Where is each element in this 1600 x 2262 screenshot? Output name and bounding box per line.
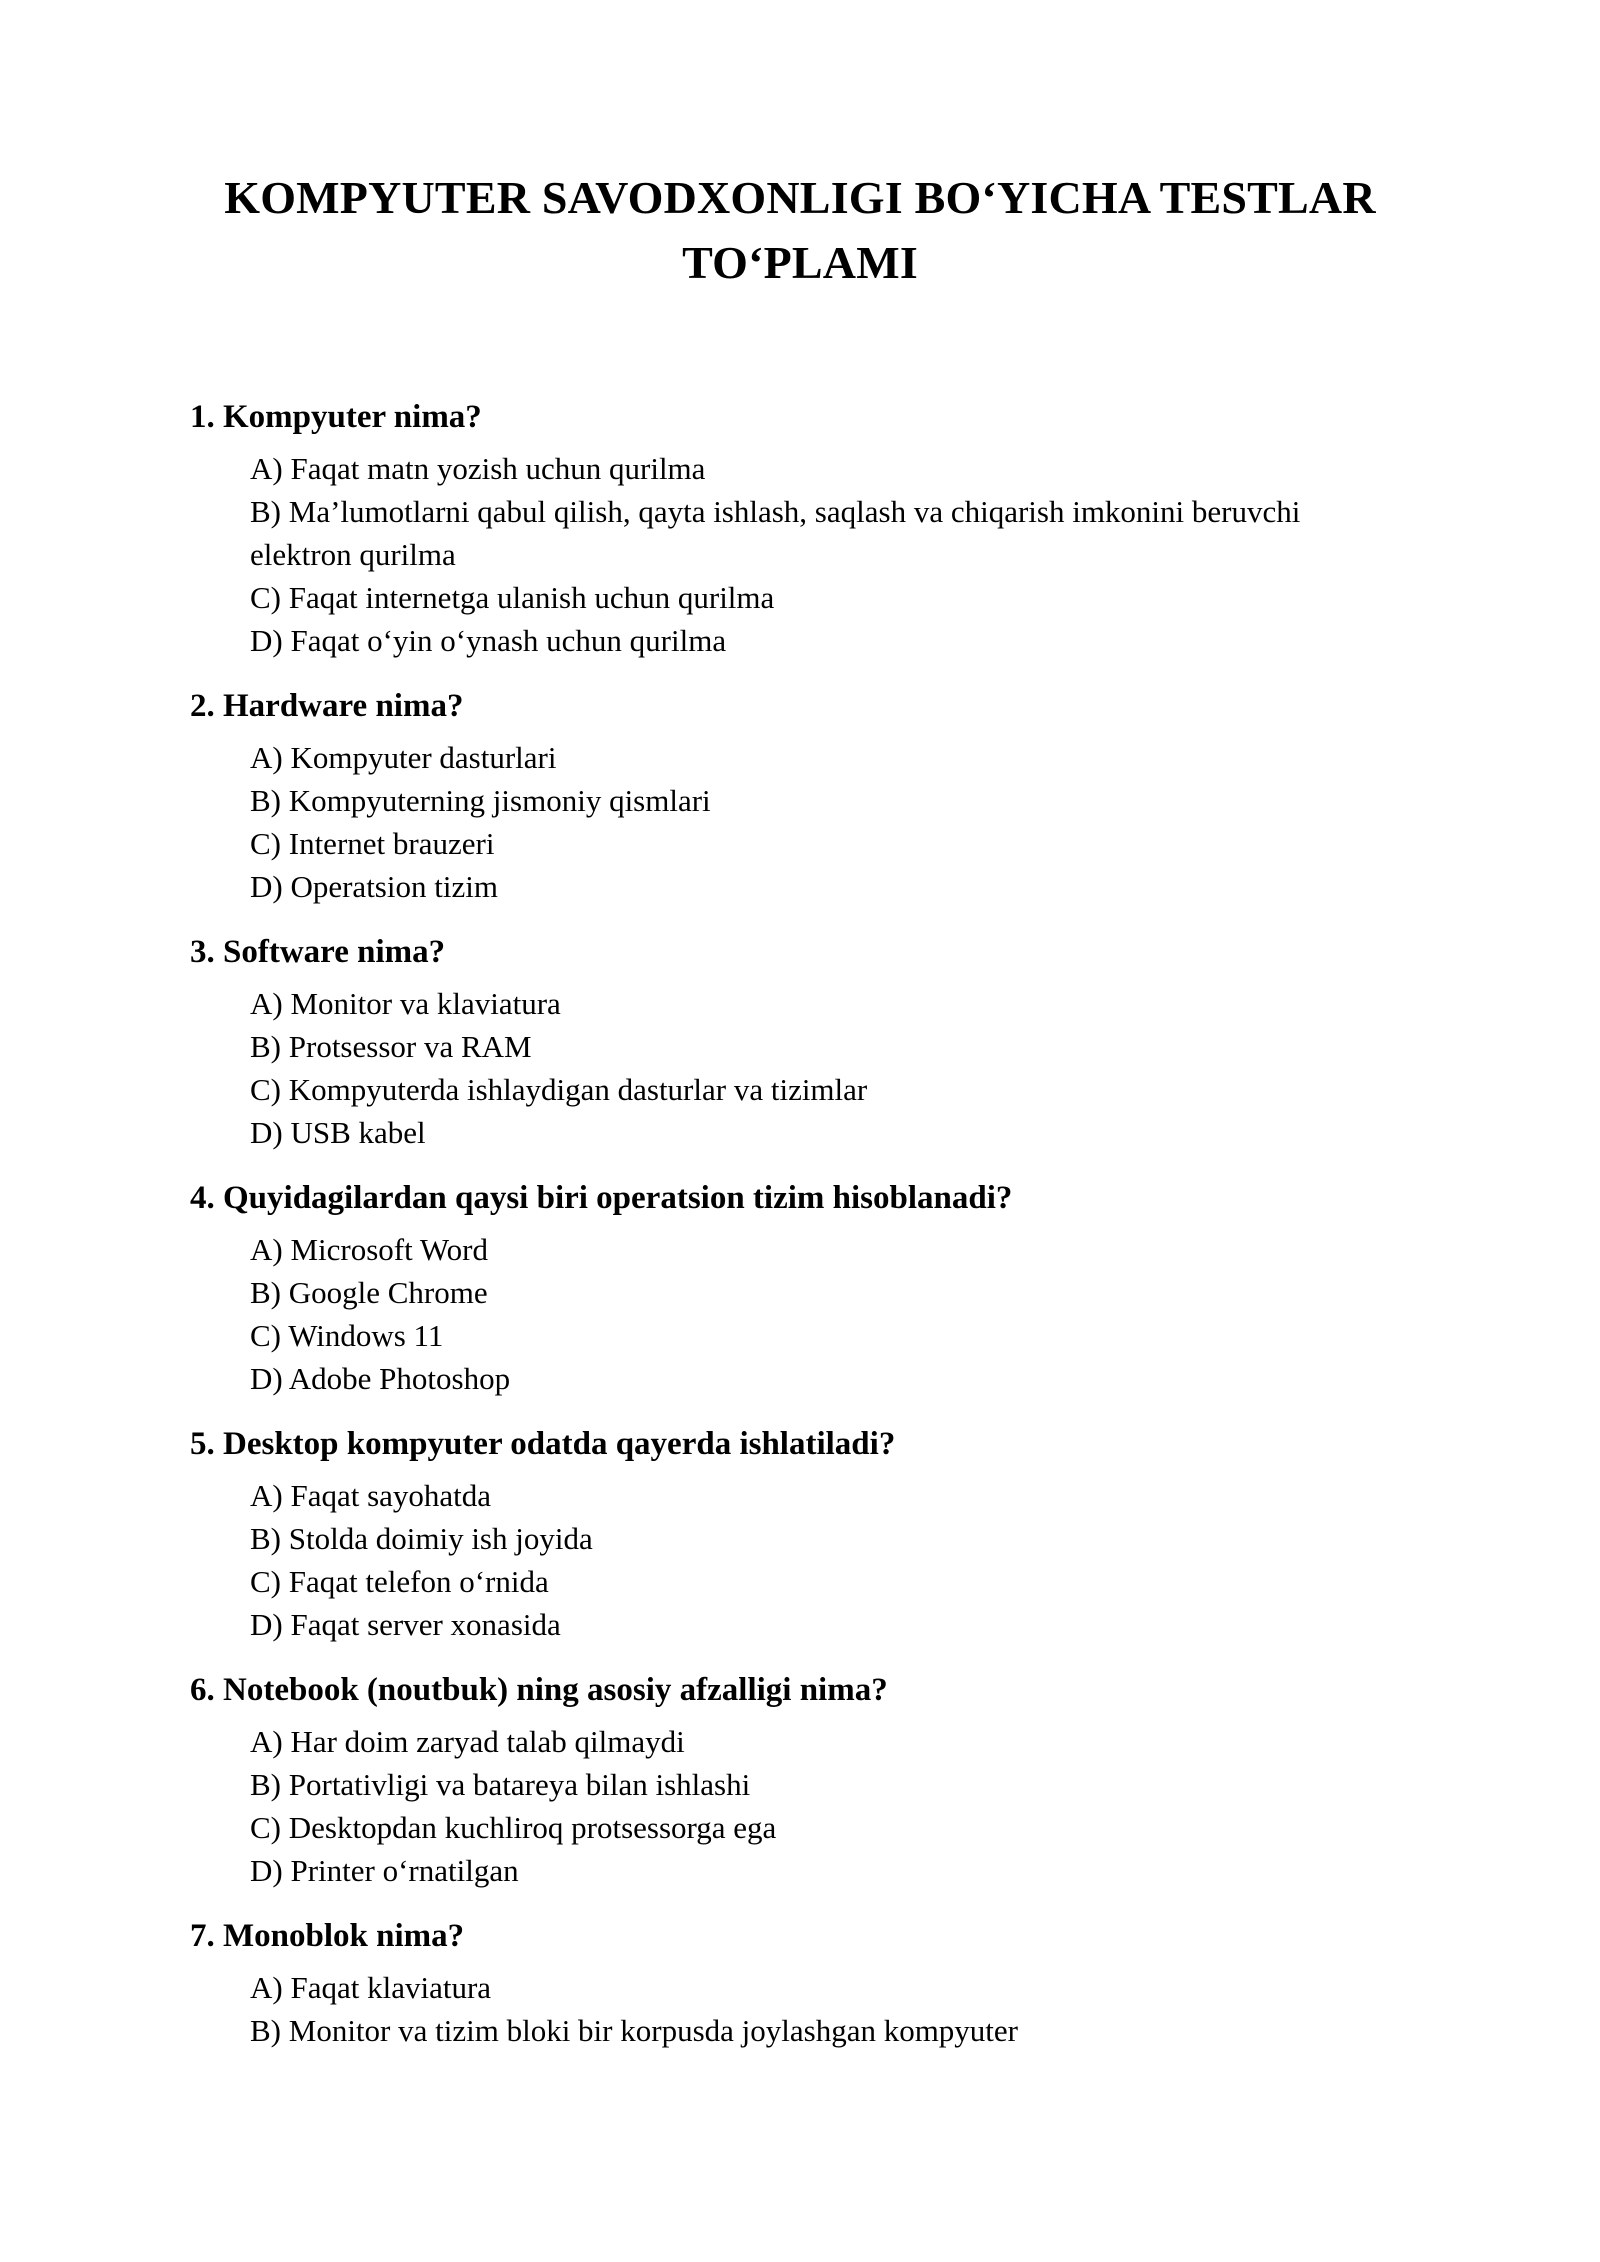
option-b: B) Monitor va tizim bloki bir korpusda joylashgan kompyuter (250, 2013, 1019, 2048)
option-b: B) Google Chrome (250, 1275, 488, 1310)
option-list (190, 982, 1410, 1154)
option-a: A) Monitor va klaviatura (250, 986, 561, 1021)
question-text: 5. Desktop kompyuter odatda qayerda ishlatiladi? (190, 1426, 896, 1462)
option-b: B) Kompyuterning jismoniy qismlari (250, 783, 711, 818)
option-d: D) Adobe Photoshop (250, 1361, 511, 1396)
option-a: A) Faqat sayohatda (250, 1478, 492, 1513)
option-a: A) Har doim zaryad talab qilmaydi (250, 1724, 685, 1759)
document-title: KOMPYUTER SAVODXONLIGI BO‘YICHA TESTLAR TO‘PLAMI (224, 172, 1376, 288)
question-7 (190, 1914, 1410, 2052)
option-d: D) USB kabel (250, 1115, 426, 1150)
option-list (190, 1966, 1410, 2052)
question-text: 2. Hardware nima? (190, 688, 464, 724)
option-c: C) Desktopdan kuchliroq protsessorga ega (250, 1810, 777, 1845)
question-5 (190, 1422, 1410, 1646)
option-c: C) Windows 11 (250, 1318, 444, 1353)
option-list (190, 1474, 1410, 1646)
option-c: C) Faqat telefon o‘rnida (250, 1564, 549, 1599)
question-text: 1. Kompyuter nima? (190, 399, 482, 435)
option-c: C) Faqat internetga ulanish uchun qurilma (250, 580, 775, 615)
option-a: A) Microsoft Word (250, 1232, 489, 1267)
option-list (190, 736, 1410, 908)
option-c: C) Kompyuterda ishlaydigan dasturlar va tizimlar (250, 1072, 868, 1107)
option-c: C) Internet brauzeri (250, 826, 495, 861)
question-6 (190, 1668, 1410, 1892)
question-text: 6. Notebook (noutbuk) ning asosiy afzalligi nima? (190, 1672, 888, 1708)
question-text: 3. Software nima? (190, 934, 446, 970)
option-b: B) Stolda doimiy ish joyida (250, 1521, 593, 1556)
option-a: A) Kompyuter dasturlari (250, 740, 557, 775)
option-d: D) Printer o‘rnatilgan (250, 1853, 519, 1888)
question-text: 4. Quyidagilardan qaysi biri operatsion tizim hisoblanadi? (190, 1180, 1013, 1216)
option-d: D) Faqat o‘yin o‘ynash uchun qurilma (250, 623, 727, 658)
option-a: A) Faqat klaviatura (250, 1970, 492, 2005)
question-list (190, 395, 1410, 2052)
question-3 (190, 930, 1410, 1154)
option-list (190, 447, 1410, 662)
option-list (190, 1720, 1410, 1892)
option-d: D) Faqat server xonasida (250, 1607, 561, 1642)
option-list (190, 1228, 1410, 1400)
option-d: D) Operatsion tizim (250, 869, 498, 904)
question-1 (190, 395, 1410, 662)
option-a: A) Faqat matn yozish uchun qurilma (250, 451, 706, 486)
option-b: B) Ma’lumotlarni qabul qilish, qayta ishlash, saqlash va chiqarish imkonini beruvchi elektron qurilma (250, 494, 1301, 572)
question-text: 7. Monoblok nima? (190, 1918, 465, 1954)
question-2 (190, 684, 1410, 908)
option-b: B) Protsessor va RAM (250, 1029, 532, 1064)
option-b: B) Portativligi va batareya bilan ishlashi (250, 1767, 751, 1802)
question-4 (190, 1176, 1410, 1400)
